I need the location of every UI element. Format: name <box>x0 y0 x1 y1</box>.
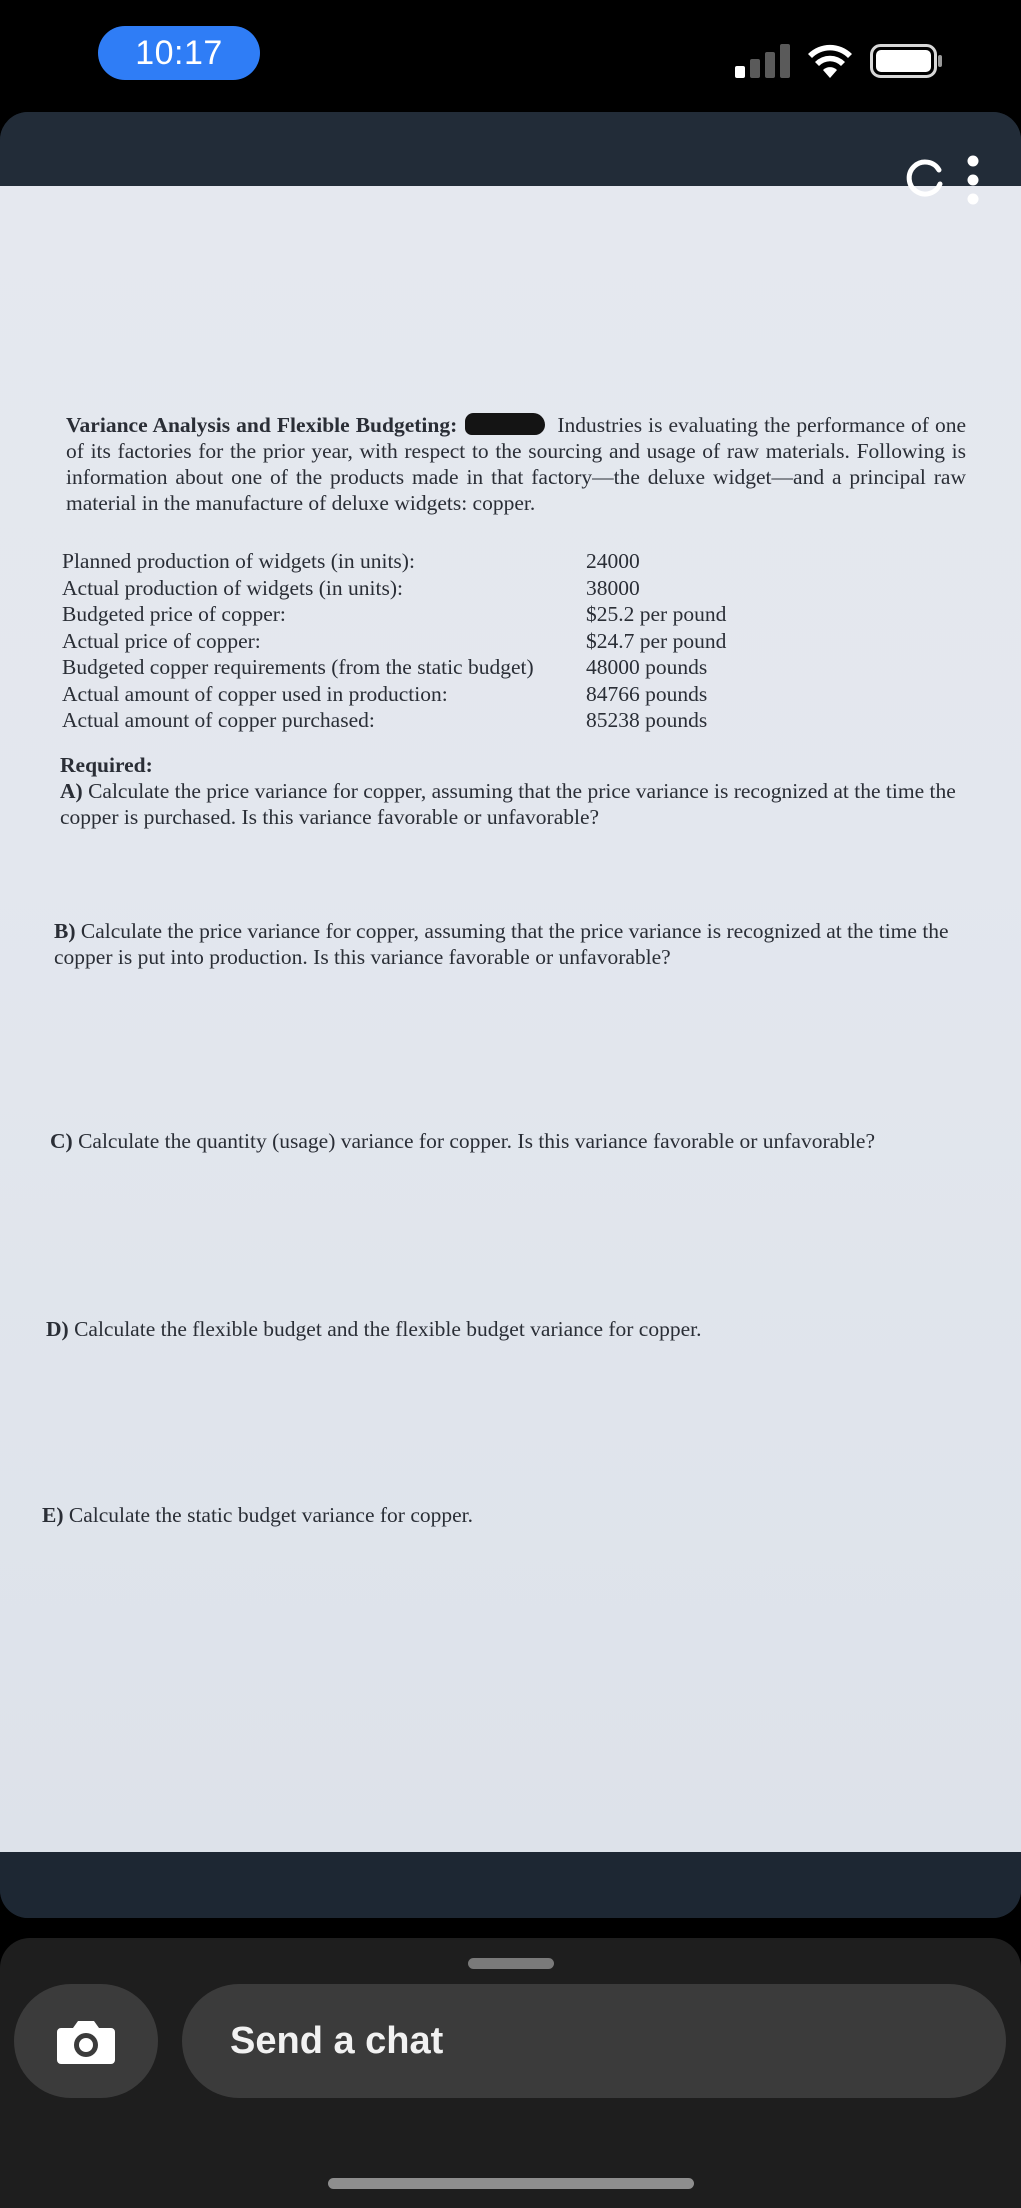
redaction-mark <box>465 413 545 435</box>
data-label: Planned production of widgets (in units): <box>62 549 415 573</box>
data-row <box>62 681 786 708</box>
cellular-signal-icon <box>735 44 791 78</box>
photo-background-bottom <box>0 1852 1021 1918</box>
data-label: Actual amount of copper purchased: <box>62 708 375 732</box>
snap-photo <box>0 112 1021 1918</box>
question-letter: E) <box>42 1503 64 1527</box>
question-c <box>50 1128 990 1154</box>
status-time[interactable]: 10:17 <box>98 26 260 80</box>
intro-title: Variance Analysis and Flexible Budgeting: <box>66 413 458 437</box>
data-row <box>62 628 786 655</box>
battery-icon <box>870 44 944 78</box>
data-row <box>62 654 786 681</box>
data-row <box>62 575 786 602</box>
loading-spinner-icon[interactable] <box>904 158 946 200</box>
required-section <box>60 752 960 830</box>
data-table <box>62 548 786 734</box>
question-text: Calculate the quantity (usage) variance for copper. Is this variance favorable or unfavorable? <box>72 1129 875 1153</box>
more-options-icon[interactable] <box>966 154 980 206</box>
data-label: Actual production of widgets (in units): <box>62 575 403 600</box>
intro-first-line: Industries is evaluating the performance <box>551 413 905 437</box>
question-d <box>46 1316 946 1342</box>
data-row <box>62 707 786 734</box>
data-value: 24000 <box>586 549 640 573</box>
chat-bar <box>0 1938 1021 2208</box>
question-a <box>60 778 960 830</box>
data-value: 84766 pounds <box>586 681 708 706</box>
chat-input[interactable]: Send a chat <box>182 1984 1006 2098</box>
question-text: Calculate the flexible budget and the flexible budget variance for copper. <box>68 1317 702 1341</box>
data-value: 38000 <box>586 575 640 600</box>
photo-background-top <box>0 112 1021 192</box>
camera-icon <box>55 2016 117 2066</box>
question-letter: B) <box>54 919 76 943</box>
data-value: 48000 pounds <box>586 655 708 679</box>
wifi-icon <box>806 42 854 80</box>
drag-handle[interactable] <box>468 1958 554 1969</box>
question-letter: C) <box>50 1129 73 1153</box>
camera-button[interactable] <box>14 1984 158 2098</box>
question-e <box>42 1502 942 1528</box>
data-value: $25.2 per pound <box>586 602 727 626</box>
data-label: Budgeted copper requirements (from the static budget) <box>62 655 534 679</box>
question-text: Calculate the static budget variance for copper. <box>63 1503 474 1527</box>
status-bar <box>0 0 1021 110</box>
data-row <box>62 548 786 575</box>
home-indicator[interactable] <box>328 2178 694 2189</box>
question-letter: D) <box>46 1317 69 1341</box>
question-b <box>54 918 954 970</box>
intro-paragraph <box>66 412 966 516</box>
question-text: Calculate the price variance for copper, assuming that the price variance is recognized at the time the copper is purchased. Is this variance favorable or unfavorable? <box>60 779 956 829</box>
intro-body: of one of its factories for the prior year, with respect to the sourcing and usage of raw materials. Following is information about one of the products made in that factory—the deluxe widget—and a principal raw material in the manufacture of deluxe widgets: copper. <box>66 413 967 515</box>
question-letter: A) <box>60 779 83 803</box>
data-value: $24.7 per pound <box>586 628 727 653</box>
document-paper <box>0 186 1021 1858</box>
question-text: Calculate the price variance for copper, assuming that the price variance is recognized at the time the copper is put into production. Is this variance favorable or unfavorable? <box>54 919 949 969</box>
data-value: 85238 pounds <box>586 708 708 732</box>
data-label: Budgeted price of copper: <box>62 602 286 626</box>
data-label: Actual price of copper: <box>62 628 261 653</box>
data-row <box>62 601 786 628</box>
required-label: Required: <box>60 753 153 777</box>
data-label: Actual amount of copper used in production: <box>62 681 448 706</box>
